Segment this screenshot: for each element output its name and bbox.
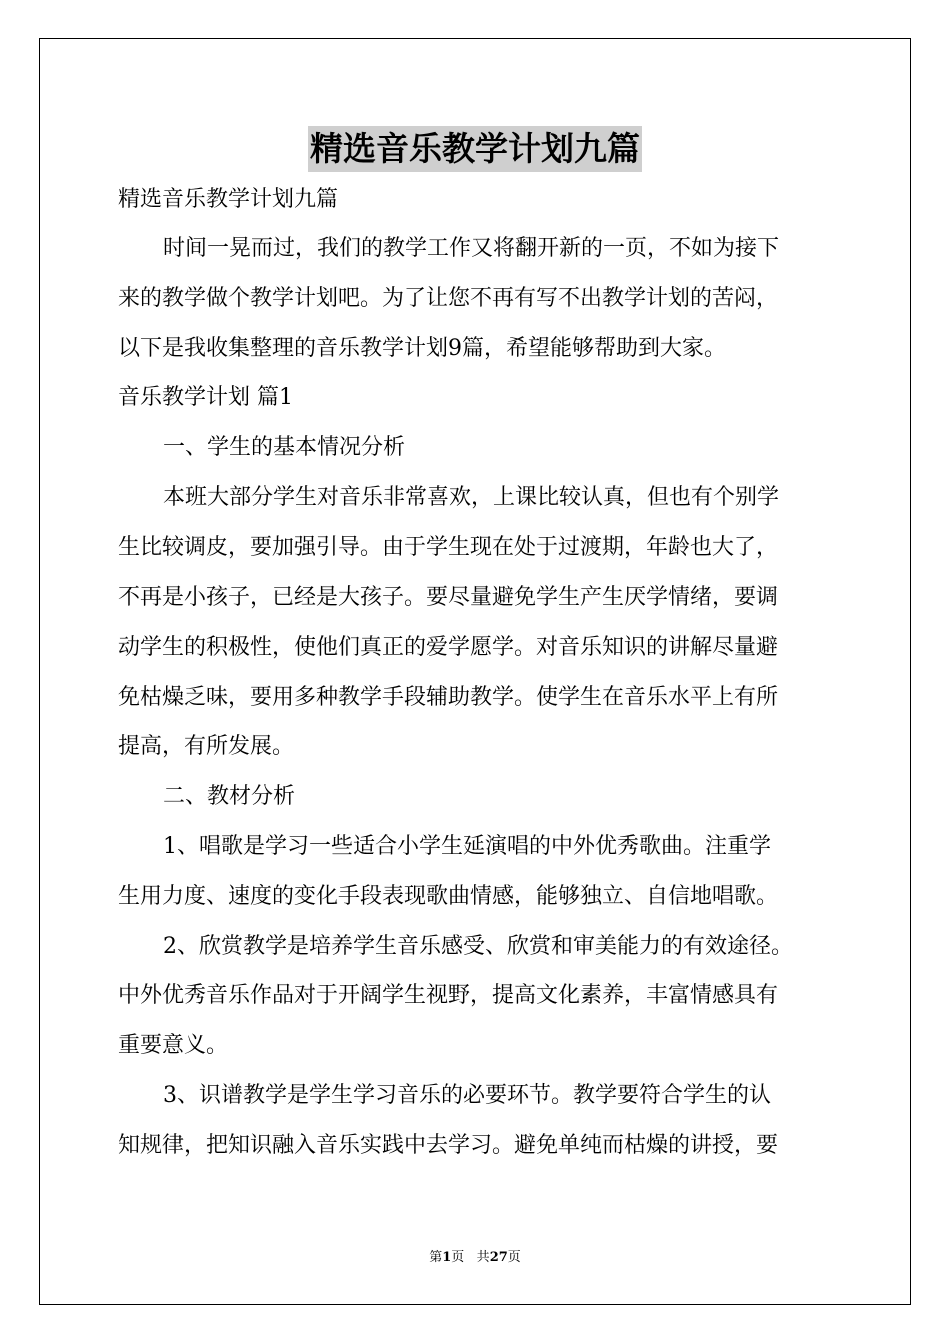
paragraph-line: 生用力度、速度的变化手段表现歌曲情感，能够独立、自信地唱歌。 [118,884,779,909]
paragraph-line: 提高，有所发展。 [118,734,295,759]
paragraph-line: 来的教学做个教学计划吧。为了让您不再有写不出教学计划的苦闷， [118,286,779,311]
paragraph-line: 中外优秀音乐作品对于开阔学生视野，提高文化素养，丰富情感具有 [118,983,779,1008]
page-number: 1 [442,1250,452,1265]
paragraph-line: 不再是小孩子，已经是大孩子。要尽量避免学生产生厌学情绪，要调 [118,585,779,610]
page-footer [0,1246,950,1265]
paragraph-line: 3、识谱教学是学生学习音乐的必要环节。教学要符合学生的认 [163,1083,771,1108]
page-suffix: 页 [451,1250,465,1265]
page-prefix: 第 [429,1250,443,1265]
paragraph-line: 知规律，把知识融入音乐实践中去学习。避免单纯而枯燥的讲授，要 [118,1133,779,1158]
total-prefix: 共 [476,1250,490,1265]
paragraph-line: 免枯燥乏味，要用多种教学手段辅助教学。使学生在音乐水平上有所 [118,685,779,710]
paragraph-line: 以下是我收集整理的音乐教学计划9篇，希望能够帮助到大家。 [118,336,726,361]
paragraph-line: 本班大部分学生对音乐非常喜欢，上课比较认真，但也有个别学 [163,485,780,510]
total-suffix: 页 [507,1250,521,1265]
paragraph-line: 生比较调皮，要加强引导。由于学生现在处于过渡期，年龄也大了， [118,535,779,560]
total-pages: 27 [489,1250,508,1265]
title-container [0,126,950,172]
document-title: 精选音乐教学计划九篇 [308,126,642,172]
paragraph-line: 时间一晃而过，我们的教学工作又将翻开新的一页，不如为接下 [163,236,780,261]
subsection-heading: 一、学生的基本情况分析 [163,435,406,460]
subsection-heading: 二、教材分析 [163,784,296,809]
paragraph-line: 2、欣赏教学是培养学生音乐感受、欣赏和审美能力的有效途径。 [163,934,793,959]
page-border [39,38,911,1305]
paragraph-line: 1、唱歌是学习一些适合小学生延演唱的中外优秀歌曲。注重学 [163,834,771,859]
paragraph-line: 重要意义。 [118,1033,229,1058]
subtitle-line: 精选音乐教学计划九篇 [118,187,339,212]
paragraph-line: 动学生的积极性，使他们真正的爱学愿学。对音乐知识的讲解尽量避 [118,635,779,660]
section-heading: 音乐教学计划 篇1 [118,385,293,410]
